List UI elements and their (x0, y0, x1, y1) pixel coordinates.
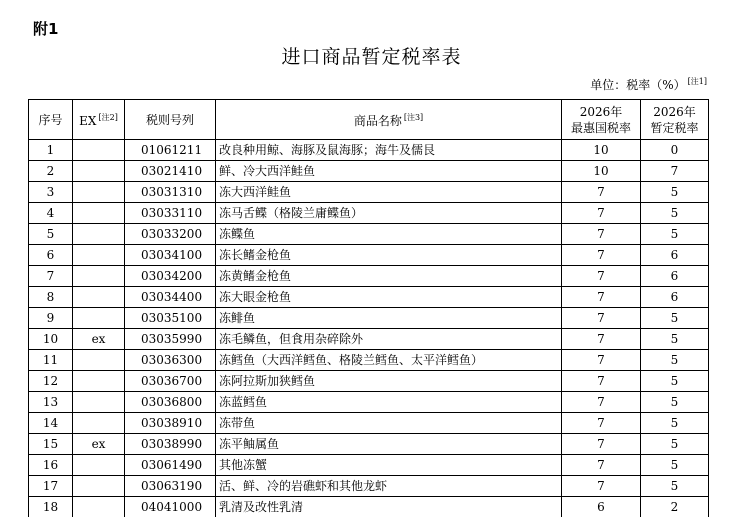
cell-seq: 7 (29, 266, 73, 287)
cell-code: 03038990 (125, 434, 216, 455)
cell-mfn-rate: 7 (562, 434, 641, 455)
cell-name: 冻黄鳍金枪鱼 (216, 266, 562, 287)
table-row (29, 476, 709, 497)
header-name (216, 100, 562, 140)
cell-provisional-rate: 6 (641, 266, 709, 287)
table-row (29, 392, 709, 413)
cell-seq: 6 (29, 245, 73, 266)
cell-mfn-rate: 7 (562, 350, 641, 371)
header-code: 税则号列 (125, 100, 216, 140)
cell-provisional-rate: 5 (641, 413, 709, 434)
cell-ex (73, 161, 125, 182)
cell-seq: 13 (29, 392, 73, 413)
cell-mfn-rate: 7 (562, 182, 641, 203)
cell-seq: 1 (29, 140, 73, 161)
cell-code: 03038910 (125, 413, 216, 434)
cell-code: 03033200 (125, 224, 216, 245)
cell-ex (73, 245, 125, 266)
cell-name: 冻阿拉斯加狭鳕鱼 (216, 371, 562, 392)
cell-mfn-rate: 7 (562, 266, 641, 287)
cell-name: 其他冻蟹 (216, 455, 562, 476)
cell-code: 03036800 (125, 392, 216, 413)
cell-ex: ex (73, 434, 125, 455)
cell-code: 03061490 (125, 455, 216, 476)
cell-ex (73, 497, 125, 518)
cell-mfn-rate: 10 (562, 161, 641, 182)
cell-provisional-rate: 6 (641, 245, 709, 266)
cell-code: 01061211 (125, 140, 216, 161)
header-mfn-line1: 2026年 (579, 104, 623, 119)
table-row (29, 287, 709, 308)
header-ex-note: [注2] (98, 113, 118, 122)
cell-mfn-rate: 7 (562, 308, 641, 329)
cell-provisional-rate: 5 (641, 392, 709, 413)
cell-ex (73, 287, 125, 308)
cell-provisional-rate: 5 (641, 308, 709, 329)
cell-provisional-rate: 6 (641, 287, 709, 308)
header-name-text: 商品名称 (353, 114, 402, 128)
cell-name: 冻鲱鱼 (216, 308, 562, 329)
table-row (29, 497, 709, 518)
cell-provisional-rate: 5 (641, 350, 709, 371)
cell-code: 03036700 (125, 371, 216, 392)
cell-mfn-rate: 7 (562, 329, 641, 350)
cell-mfn-rate: 7 (562, 371, 641, 392)
cell-provisional-rate: 2 (641, 497, 709, 518)
table-row (29, 203, 709, 224)
cell-mfn-rate: 7 (562, 476, 641, 497)
header-ex (73, 100, 125, 140)
cell-name: 鲜、冷大西洋鲑鱼 (216, 161, 562, 182)
cell-seq: 11 (29, 350, 73, 371)
table-row (29, 350, 709, 371)
cell-ex (73, 476, 125, 497)
cell-provisional-rate: 5 (641, 329, 709, 350)
cell-provisional-rate: 7 (641, 161, 709, 182)
cell-mfn-rate: 7 (562, 203, 641, 224)
cell-name: 冻长鳍金枪鱼 (216, 245, 562, 266)
header-mfn-line2: 最惠国税率 (570, 120, 631, 135)
cell-mfn-rate: 7 (562, 287, 641, 308)
table-row (29, 224, 709, 245)
table-row (29, 182, 709, 203)
cell-ex (73, 224, 125, 245)
header-provisional-rate (641, 100, 709, 140)
cell-seq: 3 (29, 182, 73, 203)
cell-name: 冻毛鳞鱼，但食用杂碎除外 (216, 329, 562, 350)
header-prov-line1: 2026年 (653, 104, 696, 119)
header-seq: 序号 (29, 100, 73, 140)
cell-ex (73, 203, 125, 224)
cell-provisional-rate: 5 (641, 476, 709, 497)
cell-seq: 8 (29, 287, 73, 308)
cell-provisional-rate: 5 (641, 434, 709, 455)
unit-label (590, 76, 707, 93)
cell-ex (73, 455, 125, 476)
cell-mfn-rate: 7 (562, 455, 641, 476)
cell-name: 冻蓝鳕鱼 (216, 392, 562, 413)
table-row (29, 161, 709, 182)
cell-seq: 17 (29, 476, 73, 497)
cell-code: 03034200 (125, 266, 216, 287)
cell-seq: 14 (29, 413, 73, 434)
cell-provisional-rate: 5 (641, 224, 709, 245)
cell-name: 冻鲽鱼 (216, 224, 562, 245)
header-mfn-rate (562, 100, 641, 140)
cell-ex (73, 392, 125, 413)
cell-ex (73, 266, 125, 287)
cell-name: 冻马舌鲽（格陵兰庸鲽鱼） (216, 203, 562, 224)
cell-name: 冻大西洋鲑鱼 (216, 182, 562, 203)
header-ex-text: EX (79, 114, 97, 128)
cell-provisional-rate: 5 (641, 371, 709, 392)
cell-code: 03036300 (125, 350, 216, 371)
cell-ex: ex (73, 329, 125, 350)
cell-name: 冻平鲉属鱼 (216, 434, 562, 455)
table-row (29, 245, 709, 266)
table-row (29, 329, 709, 350)
cell-seq: 18 (29, 497, 73, 518)
cell-mfn-rate: 10 (562, 140, 641, 161)
cell-code: 03035100 (125, 308, 216, 329)
cell-provisional-rate: 5 (641, 203, 709, 224)
cell-code: 03063190 (125, 476, 216, 497)
cell-code: 04041000 (125, 497, 216, 518)
table-row (29, 371, 709, 392)
table-row (29, 140, 709, 161)
cell-mfn-rate: 7 (562, 413, 641, 434)
table-body (29, 140, 709, 518)
cell-mfn-rate: 7 (562, 392, 641, 413)
table-header-row (29, 100, 709, 140)
cell-seq: 9 (29, 308, 73, 329)
cell-code: 03034400 (125, 287, 216, 308)
cell-seq: 10 (29, 329, 73, 350)
cell-ex (73, 182, 125, 203)
cell-name: 冻带鱼 (216, 413, 562, 434)
cell-code: 03033110 (125, 203, 216, 224)
header-prov-line2: 暂定税率 (650, 120, 699, 135)
tariff-table (28, 99, 709, 517)
cell-seq: 16 (29, 455, 73, 476)
cell-ex (73, 350, 125, 371)
cell-provisional-rate: 5 (641, 455, 709, 476)
unit-text: 单位：税率（%） (590, 78, 686, 92)
annex-label: 附1 (33, 20, 59, 38)
cell-provisional-rate: 0 (641, 140, 709, 161)
cell-provisional-rate: 5 (641, 182, 709, 203)
cell-seq: 5 (29, 224, 73, 245)
page-title: 进口商品暂定税率表 (281, 46, 462, 68)
cell-seq: 4 (29, 203, 73, 224)
cell-code: 03034100 (125, 245, 216, 266)
table-row (29, 455, 709, 476)
header-name-note: [注3] (403, 113, 424, 122)
cell-mfn-rate: 6 (562, 497, 641, 518)
table-row (29, 308, 709, 329)
cell-ex (73, 371, 125, 392)
table-row (29, 434, 709, 455)
cell-mfn-rate: 7 (562, 224, 641, 245)
cell-mfn-rate: 7 (562, 245, 641, 266)
cell-name: 冻大眼金枪鱼 (216, 287, 562, 308)
cell-ex (73, 308, 125, 329)
cell-seq: 15 (29, 434, 73, 455)
cell-name: 改良种用鲸、海豚及鼠海豚；海牛及儒艮 (216, 140, 562, 161)
table-row (29, 266, 709, 287)
unit-note: [注1] (687, 77, 707, 86)
cell-seq: 12 (29, 371, 73, 392)
cell-ex (73, 413, 125, 434)
cell-code: 03035990 (125, 329, 216, 350)
cell-code: 03031310 (125, 182, 216, 203)
cell-name: 冻鳕鱼（大西洋鳕鱼、格陵兰鳕鱼、太平洋鳕鱼） (216, 350, 562, 371)
cell-name: 乳清及改性乳清 (216, 497, 562, 518)
cell-seq: 2 (29, 161, 73, 182)
cell-code: 03021410 (125, 161, 216, 182)
cell-name: 活、鲜、冷的岩礁虾和其他龙虾 (216, 476, 562, 497)
cell-ex (73, 140, 125, 161)
table-row (29, 413, 709, 434)
